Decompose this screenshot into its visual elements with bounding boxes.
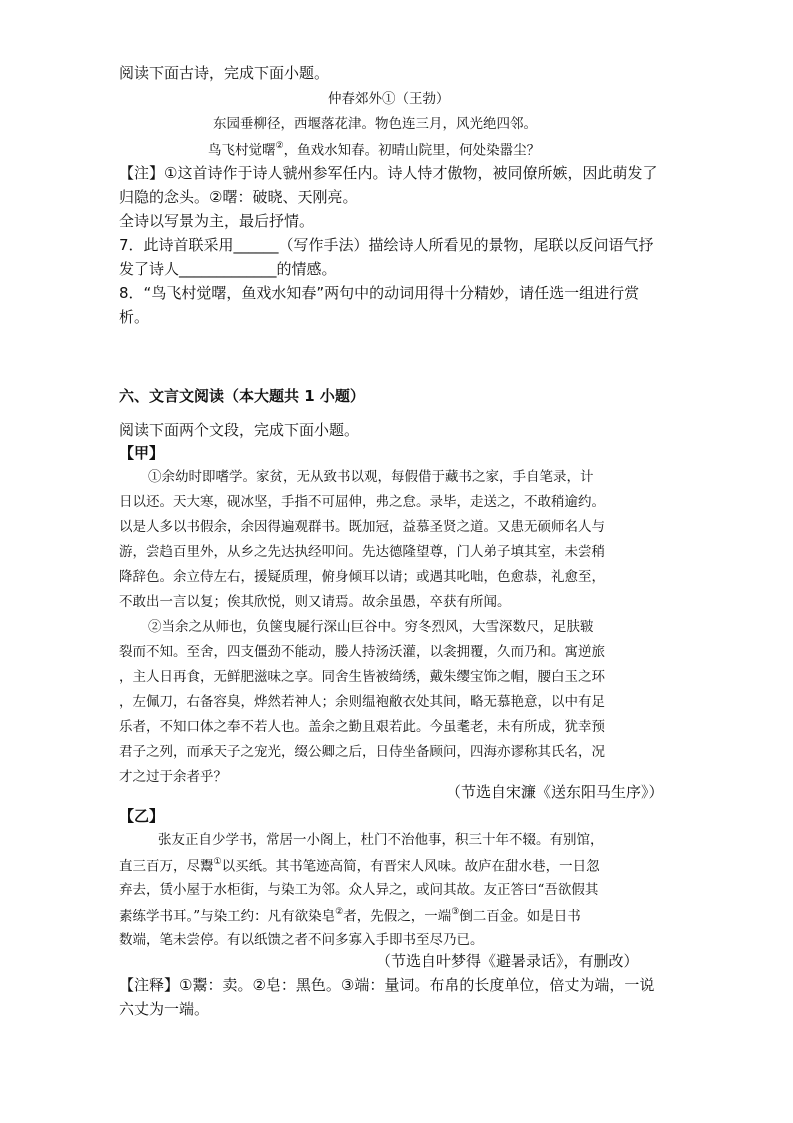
jia-line: 降辞色。余立侍左右，援疑质理，俯身倾耳以请；或遇其叱咄，色愈恭，礼愈至， [119, 569, 605, 585]
jia-line: 裂而不知。至舍，四支僵劲不能动，媵人持汤沃灌，以衾拥覆，久而乃和。寓逆旅 [119, 644, 605, 660]
poem-note-line-2: 归隐的念头。②曙：破晓、天刚亮。 [119, 188, 358, 206]
jia-line: 日以还。天大寒，砚冰坚，手指不可屈伸，弗之怠。录毕，走送之，不敢稍逾约。 [119, 494, 605, 510]
jia-line: 游，尝趋百里外，从乡之先达执经叩问。先达德隆望尊，门人弟子填其室，未尝稍 [119, 544, 605, 560]
section-6-intro: 阅读下面两个文段，完成下面小题。 [119, 421, 360, 439]
yi-note-line-2: 六丈为一端。 [119, 1000, 210, 1018]
footnote-marker: ② [275, 141, 284, 151]
jia-line: ①余幼时即嗜学。家贫，无从致书以观，每假借于藏书之家，手自笔录，计 [148, 469, 594, 485]
question-8-line-1: 8．“鸟飞村觉曙，鱼戏水知春”两句中的动词用得十分精妙，请任选一组进行赏 [119, 284, 640, 302]
yi-line-3: 弃去，赁小屋于水柜街，与染工为邻。众人异之，或问其故。友正答曰“吾欲假其 [119, 882, 599, 898]
jia-line: 才之过于余者乎？ [119, 769, 227, 785]
poem-summary: 全诗以写景为主，最后抒情。 [119, 212, 315, 230]
poem-title: 仲春郊外①（王勃） [328, 91, 450, 107]
question-8-line-2: 析。 [119, 308, 150, 326]
footnote-marker: ① [213, 857, 222, 867]
yi-line-2: 直三百万，尽鬻①以买纸。其书笔迹高简，有晋宋人风味。故庐在甜水巷，一日忽 [119, 857, 600, 875]
poem-note-line-1: 【注】①这首诗作于诗人虢州参军任内。诗人恃才傲物，被同僚所嫉，因此萌发了 [119, 164, 658, 182]
jia-line: ，左佩刀，右备容臭，烨然若神人；余则缊袍敝衣处其间，略无慕艳意，以中有足 [119, 694, 605, 710]
poem-line-1: 东园垂柳径，西堰落花津。物色连三月，风光绝四邻。 [213, 116, 537, 132]
jia-line: 乐者，不知口体之奉不若人也。盖余之勤且艰若此。今虽耄老，未有所成，犹幸预 [119, 719, 605, 735]
jia-line: ，主人日再食，无鲜肥滋味之享。同舍生皆被绮绣，戴朱缨宝饰之帽，腰白玉之环 [119, 669, 605, 685]
yi-line-4: 素练学书耳。”与染工约：凡有欲染皂②者，先假之，一端③倒二百金。如是日书 [119, 907, 581, 925]
passage-jia-label: 【甲】 [119, 444, 165, 462]
yi-line-1: 张友正自少学书，常居一小阁上，杜门不治他事，积三十年不辍。有别馆， [158, 832, 604, 848]
poem-line-2: 鸟飞村觉曙②，鱼戏水知春。初晴山院里，何处染嚣尘？ [208, 141, 541, 159]
passage-jia-source: （节选自宋濂《送东阳马生序》） [446, 783, 664, 801]
question-7-line-2: 发了诗人_____________的情感。 [119, 260, 337, 278]
jia-line: 以是人多以书假余，余因得遍观群书。既加冠，益慕圣贤之道。又患无硕师名人与 [119, 519, 605, 535]
yi-line-5: 数端，笔未尝停。有以纸馈之者不问多寡入手即书至尽乃已。 [119, 932, 484, 948]
question-7-line-1: 7．此诗首联采用______（写作手法）描绘诗人所看见的景物，尾联以反问语气抒 [119, 236, 654, 254]
jia-line: 君子之列，而承天子之宠光，缀公卿之后，日侍坐备顾问，四海亦谬称其氏名，况 [119, 744, 605, 760]
passage-yi-label: 【乙】 [119, 807, 165, 825]
jia-line: 不敢出一言以复；俟其欣悦，则又请焉。故余虽愚，卒获有所闻。 [119, 594, 511, 610]
footnote-marker: ③ [451, 907, 460, 917]
passage-yi-source: （节选自叶梦得《避暑录话》，有删改） [376, 952, 639, 970]
section-6-heading: 六、文言文阅读（本大题共 1 小题） [119, 387, 365, 405]
yi-note-line-1: 【注释】①鬻：卖。②皂：黑色。③端：量词。布帛的长度单位，倍丈为端，一说 [119, 976, 655, 994]
poem-intro: 阅读下面古诗，完成下面小题。 [119, 64, 330, 82]
jia-line: ②当余之从师也，负箧曳屣行深山巨谷中。穷冬烈风，大雪深数尺，足肤皲 [148, 619, 594, 635]
footnote-marker: ② [335, 907, 344, 917]
